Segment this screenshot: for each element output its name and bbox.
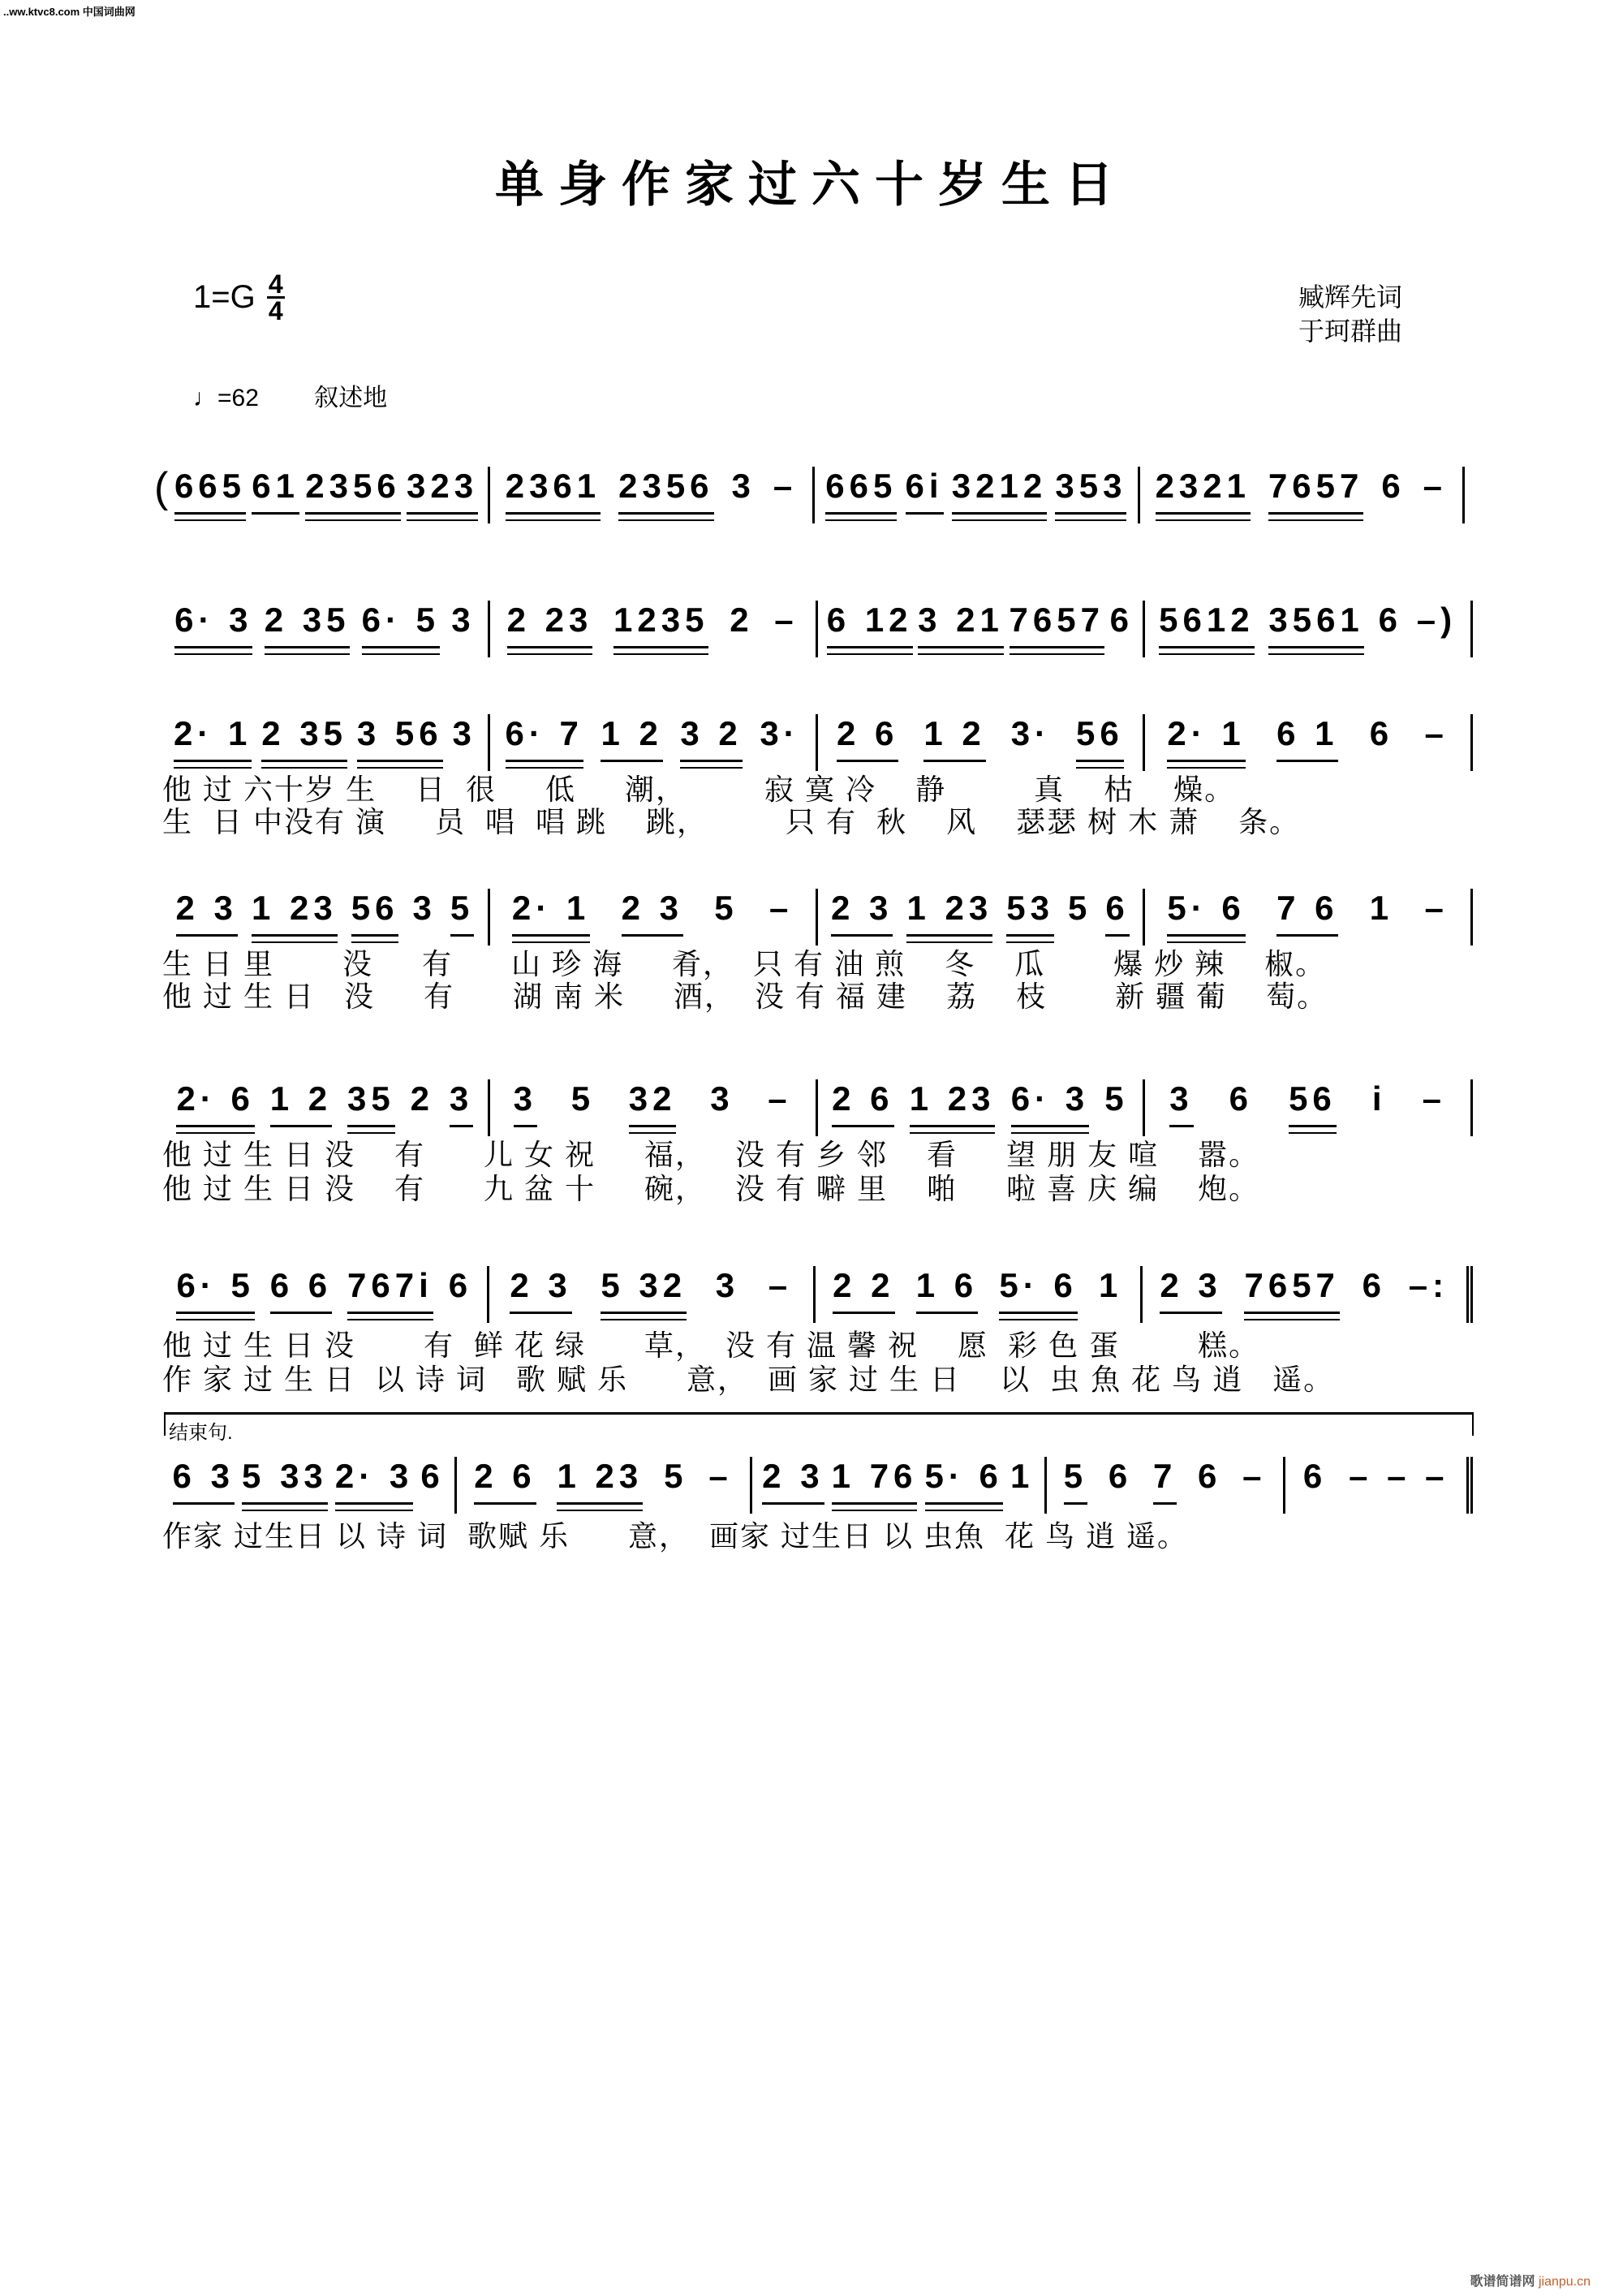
credits xyxy=(1298,280,1402,348)
note-group: 6· 5 xyxy=(176,1266,254,1314)
note-group: 5 32 xyxy=(601,1266,687,1314)
note-group: 6 xyxy=(1369,714,1394,752)
note-group: 6 xyxy=(1302,1457,1328,1495)
ending-bracket xyxy=(164,1412,1474,1444)
note-group: 2 23 xyxy=(507,601,593,648)
note-group: 7657 xyxy=(1268,467,1363,515)
watermark-cn: 歌谱简谱网 xyxy=(1470,2275,1535,2289)
note-group: 2 6 xyxy=(837,714,898,762)
note-group: 3 2 xyxy=(680,714,742,762)
note-group: 1235 xyxy=(613,601,708,648)
note-group: 3212 xyxy=(952,467,1047,515)
measure xyxy=(818,889,1146,946)
note-group: 353 xyxy=(1055,467,1126,515)
lyrics-line: 他 过 生 日 没 有 湖 南 米 酒， 没 有 福 建 荔 枝 新 疆 葡 萄。 xyxy=(162,980,1328,1013)
note-group: 5 xyxy=(1104,1079,1129,1118)
key-label: 1=G xyxy=(193,279,256,315)
system-4 xyxy=(162,889,1473,946)
note-group: i xyxy=(1371,1079,1387,1118)
lyrics-line: 他 过 生 日 没 有 九 盆 十 碗， 没 有 噼 里 啪 啦 喜 庆 编 炮。 xyxy=(162,1172,1260,1205)
note-group: 5 33 xyxy=(242,1457,328,1505)
note-group: 665 xyxy=(174,467,246,515)
lyrics-line: 作 家 过 生 日 以 诗 词 歌 赋 乐 意， 画 家 过 生 日 以 虫 魚 花 鸟 逍 遥。 xyxy=(162,1363,1335,1396)
note-group: 2 3 xyxy=(831,889,893,937)
note-group: 5· 6 xyxy=(999,1266,1077,1314)
open-paren: ( xyxy=(154,464,169,511)
note-group: 3 21 xyxy=(918,601,1004,648)
note-group: –) xyxy=(1416,601,1457,639)
system-7 xyxy=(162,1457,1473,1514)
note-group: 3· xyxy=(760,714,800,752)
note-group: 61 xyxy=(252,467,299,515)
note-group: 5 xyxy=(570,1079,596,1118)
note-group: 2 3 xyxy=(762,1457,824,1505)
note-group: 1 23 xyxy=(557,1457,643,1505)
note-group: 2 3 xyxy=(1160,1266,1221,1314)
measure xyxy=(1140,467,1465,523)
measure xyxy=(165,467,489,523)
note-group: 7 6 xyxy=(1276,889,1338,937)
measure xyxy=(1145,601,1473,657)
measure xyxy=(490,1079,818,1136)
measure xyxy=(490,467,815,523)
note-group: 1 23 xyxy=(906,889,992,937)
note-group: 3 56 xyxy=(357,714,443,762)
note-group: 3 xyxy=(452,714,476,752)
note-group: 6 xyxy=(1229,1079,1254,1118)
note-group: 6· 5 xyxy=(362,601,440,648)
note-group: – xyxy=(1423,467,1448,505)
note-group: 2 2 xyxy=(833,1266,894,1314)
measure xyxy=(162,1266,489,1323)
note-group: – xyxy=(773,467,798,505)
lyrics-line: 他 过 生 日 没 有 儿 女 祝 福， 没 有 乡 邻 看 望 朋 友 喧 嚣。 xyxy=(162,1138,1260,1171)
note-group: – xyxy=(1424,714,1449,752)
note-group: 6· 7 xyxy=(506,714,583,762)
measure xyxy=(1143,1266,1474,1323)
note-group: 2· 1 xyxy=(174,714,252,762)
note-group: – xyxy=(768,1266,793,1304)
note-group: 2 35 xyxy=(261,714,347,762)
lyrics-line: 他 过 生 日 没 有 鲜 花 绿 草， 没 有 温 馨 祝 愿 彩 色 蛋 糕。 xyxy=(162,1329,1260,1362)
note-group: – xyxy=(1242,1457,1267,1495)
note-group: 6 6 xyxy=(270,1266,332,1314)
expression: 叙述地 xyxy=(314,385,388,411)
note-group: 3 xyxy=(514,1079,537,1127)
time-bottom: 4 xyxy=(268,296,283,325)
note-group: 7 xyxy=(1153,1457,1177,1505)
lyricist: 臧辉先词 xyxy=(1298,282,1403,312)
measure xyxy=(1047,1457,1285,1514)
watermark-top: ..ww.ktvc8.com 中国词曲网 xyxy=(3,6,136,18)
measure xyxy=(1145,714,1473,771)
time-signature xyxy=(267,269,285,325)
note-group: 6 1 xyxy=(1276,714,1338,762)
note-group: 6 xyxy=(448,1266,473,1304)
note-group: 2 6 xyxy=(832,1079,893,1127)
lyrics-line: 他 过 六十岁 生 日 很 低 潮， 寂 寞 冷 静 真 枯 燥。 xyxy=(162,773,1236,806)
note-group: 1 xyxy=(1369,889,1394,927)
note-group: 3 xyxy=(1169,1079,1193,1127)
note-group: 6 xyxy=(1109,601,1134,639)
measure xyxy=(818,601,1146,657)
note-group: 323 xyxy=(407,467,478,515)
system-1 xyxy=(154,464,1465,523)
lyrics-line: 作家 过生日 以 诗 词 歌赋 乐 意， 画家 过生日 以 虫魚 花 鸟 逍 遥。 xyxy=(162,1519,1189,1553)
system-6 xyxy=(162,1266,1473,1323)
note-group: 6· 3 xyxy=(1011,1079,1089,1127)
watermark-en: jianpu.cn xyxy=(1538,2275,1591,2289)
note-group: 2 35 xyxy=(265,601,351,648)
note-group: 1 xyxy=(1010,1457,1035,1495)
note-group: 5· 6 xyxy=(925,1457,1003,1505)
note-group: 3561 xyxy=(1268,601,1363,648)
note-group: 6 xyxy=(420,1457,445,1495)
lyrics-line: 生 日 中没有 演 员 唱 唱 跳 跳， 只 有 秋 风 瑟瑟 树 木 萧 条。 xyxy=(162,805,1301,838)
note-group: 53 xyxy=(1006,889,1054,937)
measure xyxy=(162,889,490,946)
measure xyxy=(816,1266,1143,1323)
note-group: 1 6 xyxy=(916,1266,978,1314)
note-group: – xyxy=(774,601,799,639)
watermark-bottom xyxy=(1470,2271,1591,2290)
note-group: – xyxy=(708,1457,733,1495)
measure xyxy=(490,889,818,946)
note-group: 6 xyxy=(1108,1457,1133,1495)
note-group: 3 xyxy=(715,1266,740,1304)
measure xyxy=(162,1457,457,1514)
note-group: – xyxy=(768,889,794,927)
note-group: 1 2 xyxy=(601,714,662,762)
system-3 xyxy=(162,714,1473,771)
measure xyxy=(1285,1457,1473,1514)
song-title: 单身作家过六十岁生日 xyxy=(495,157,1128,213)
ending-label: 结束句. xyxy=(169,1422,233,1444)
note-group: 2 3 xyxy=(622,889,683,937)
note-group: – – – xyxy=(1349,1457,1449,1495)
note-group: 5612 xyxy=(1159,601,1254,648)
note-group: 2· 6 xyxy=(176,1079,254,1127)
note-group: – xyxy=(1424,889,1449,927)
measure xyxy=(457,1457,751,1514)
note-group: 7657 xyxy=(1010,601,1104,648)
note-group: 665 xyxy=(825,467,897,515)
measure xyxy=(490,714,818,771)
note-group: 1 2 xyxy=(270,1079,332,1127)
measure xyxy=(818,1079,1146,1136)
note-group: 7657 xyxy=(1244,1266,1339,1314)
note-group: 6i xyxy=(906,467,944,515)
lyrics-line: 生 日 里 没 有 山 珍 海 肴， 只 有 油 煎 冬 瓜 爆 炒 辣 椒。 xyxy=(162,947,1327,980)
note-group: 5 xyxy=(1067,889,1092,927)
note-group: 3 xyxy=(731,467,756,505)
note-group: 6 xyxy=(1378,601,1402,639)
note-group: 6 xyxy=(1105,889,1129,937)
measure xyxy=(162,601,490,657)
measure xyxy=(752,1457,1047,1514)
measure xyxy=(490,601,818,657)
note-group: 1 xyxy=(1098,1266,1123,1304)
note-group: 56 xyxy=(1289,1079,1337,1127)
note-group: 767i xyxy=(347,1266,433,1314)
note-group: 3 xyxy=(451,601,476,639)
note-group: 5 xyxy=(664,1457,688,1495)
note-group: 5· 6 xyxy=(1167,889,1245,937)
system-2 xyxy=(162,601,1473,657)
note-group: 6 3 xyxy=(173,1457,235,1505)
measure xyxy=(815,467,1139,523)
note-group: 2 3 xyxy=(510,1266,571,1314)
note-group: –: xyxy=(1408,1266,1449,1304)
note-group: – xyxy=(768,1079,792,1118)
note-group: 2356 xyxy=(618,467,713,515)
note-group: 6 xyxy=(1381,467,1406,505)
system-5 xyxy=(162,1079,1473,1136)
note-group: 2· 1 xyxy=(512,889,590,937)
note-group: 3 xyxy=(450,1079,473,1127)
note-group: 1 2 xyxy=(923,714,985,762)
note-group: 2 6 xyxy=(474,1457,536,1505)
note-group: 2 3 xyxy=(176,889,238,937)
measure xyxy=(162,1079,490,1136)
key-signature xyxy=(193,269,285,325)
note-group: 6 12 xyxy=(827,601,913,648)
note-group: 35 xyxy=(347,1079,395,1127)
note-group: 1 23 xyxy=(910,1079,996,1127)
note-group: 3 xyxy=(710,1079,734,1118)
note-group: 2 xyxy=(730,601,754,639)
note-group: 2 xyxy=(410,1079,435,1118)
note-group: 2321 xyxy=(1156,467,1251,515)
note-group: 56 xyxy=(1076,714,1124,762)
measure xyxy=(1145,1079,1473,1136)
tempo: ♩=62 xyxy=(193,385,259,411)
note-group: 1 23 xyxy=(252,889,338,937)
tempo-marking xyxy=(193,377,387,413)
note-group: – xyxy=(1422,1079,1446,1118)
note-group: 2361 xyxy=(506,467,601,515)
note-group: 6 xyxy=(1362,1266,1387,1304)
measure xyxy=(1145,889,1473,946)
note-group: 32 xyxy=(629,1079,677,1127)
measure xyxy=(489,1266,816,1323)
note-group: 56 xyxy=(351,889,399,937)
measure xyxy=(162,714,490,771)
composer: 于珂群曲 xyxy=(1298,317,1403,346)
note-group: 5 xyxy=(1064,1457,1087,1505)
note-group: 2· 1 xyxy=(1167,714,1245,762)
note-group: 6 xyxy=(1198,1457,1222,1495)
note-group: 3· xyxy=(1010,714,1052,752)
note-group: 1 76 xyxy=(832,1457,918,1505)
time-top: 4 xyxy=(268,269,283,299)
note-group: 5 xyxy=(714,889,738,927)
note-group: 6· 3 xyxy=(174,601,252,648)
note-group: 2· 3 xyxy=(335,1457,413,1505)
note-group: 2356 xyxy=(305,467,400,515)
measure xyxy=(818,714,1146,771)
note-group: 5 xyxy=(450,889,474,937)
note-group: 3 xyxy=(412,889,437,927)
